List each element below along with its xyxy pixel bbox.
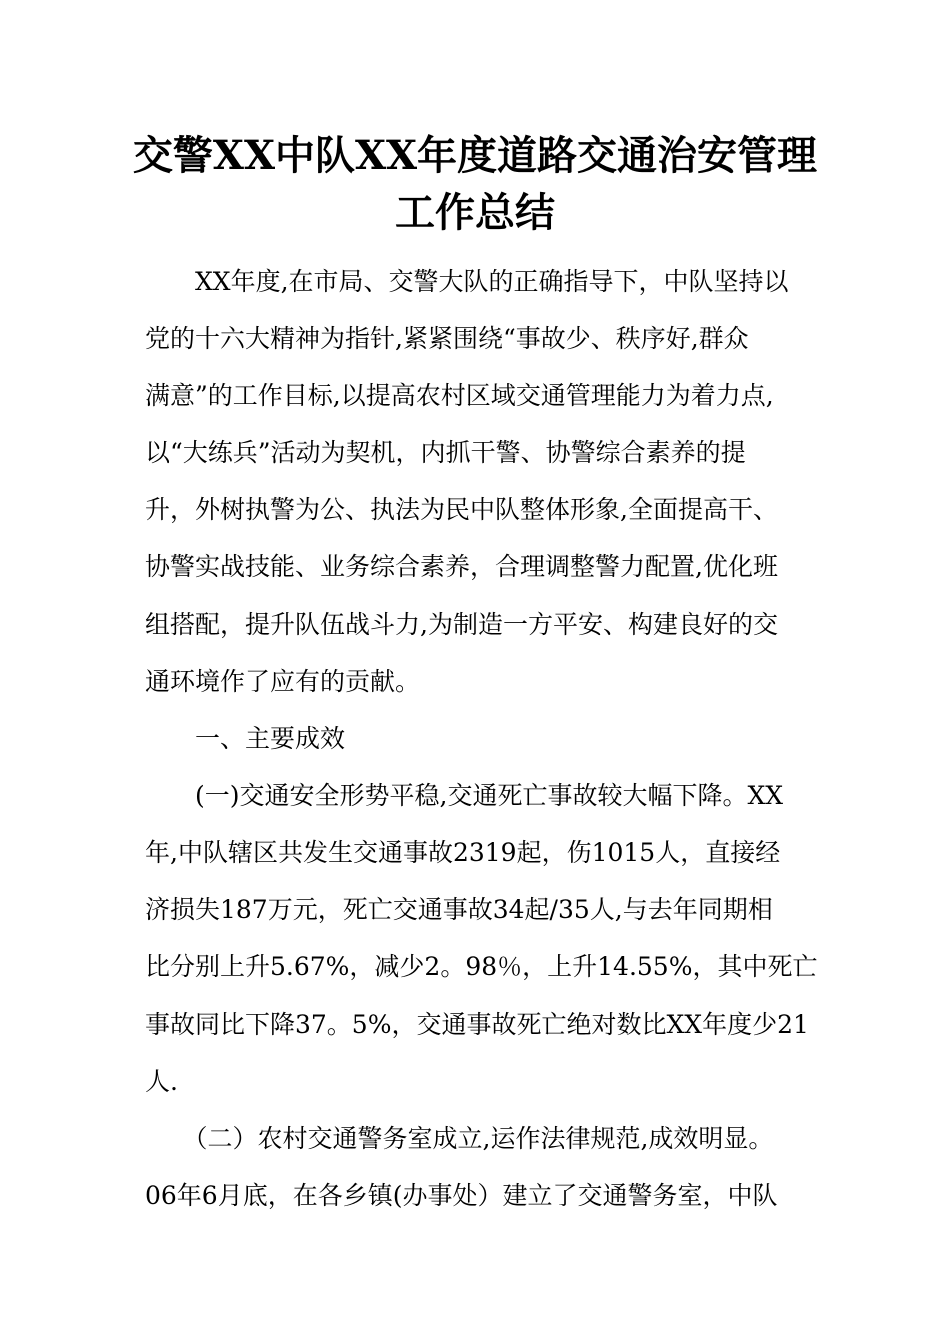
- paragraph-line: 满意”的工作目标,以提高农村区域交通管理能力为着力点,: [145, 381, 774, 410]
- paragraph-line: 升，外树执警为公、执法为民中队整体形象,全面提高干、: [145, 495, 778, 524]
- document-title-line-1: 交警XX中队XX年度道路交通治安管理: [132, 132, 818, 179]
- paragraph-line: （二）农村交通警务室成立,运作法律规范,成效明显。: [145, 1124, 774, 1153]
- paragraph-line: XX年度,在市局、交警大队的正确指导下，中队坚持以: [145, 267, 789, 296]
- paragraph-line: 06年6月底，在各乡镇(办事处）建立了交通警务室，中队: [145, 1181, 778, 1210]
- document-title-line-2: 工作总结: [395, 189, 555, 236]
- paragraph-line: 人.: [145, 1067, 178, 1096]
- paragraph-line: 济损失187万元，死亡交通事故34起/35人,与去年同期相: [145, 895, 773, 924]
- paragraph-line: 组搭配，提升队伍战斗力,为制造一方平安、构建良好的交: [145, 610, 778, 639]
- paragraph-line: 以“大练兵”活动为契机，内抓干警、协警综合素养的提: [145, 438, 746, 467]
- section-heading: 一、主要成效: [145, 724, 346, 753]
- paragraph-line: 党的十六大精神为指针,紧紧围绕“事故少、秩序好,群众: [145, 324, 749, 353]
- paragraph-line: (一)交通安全形势平稳,交通死亡事故较大幅下降。XX: [145, 781, 784, 810]
- paragraph-line: 比分别上升5.67%，减少2。98％，上升14.55%，其中死亡: [145, 952, 818, 981]
- paragraph-line: 年,中队辖区共发生交通事故2319起，伤1015人，直接经: [145, 838, 781, 867]
- paragraph-line: 协警实战技能、业务综合素养，合理调整警力配置,优化班: [145, 552, 778, 581]
- paragraph-line: 通环境作了应有的贡献。: [145, 667, 421, 696]
- paragraph-line: 事故同比下降37。5%，交通事故死亡绝对数比XX年度少21: [145, 1010, 809, 1039]
